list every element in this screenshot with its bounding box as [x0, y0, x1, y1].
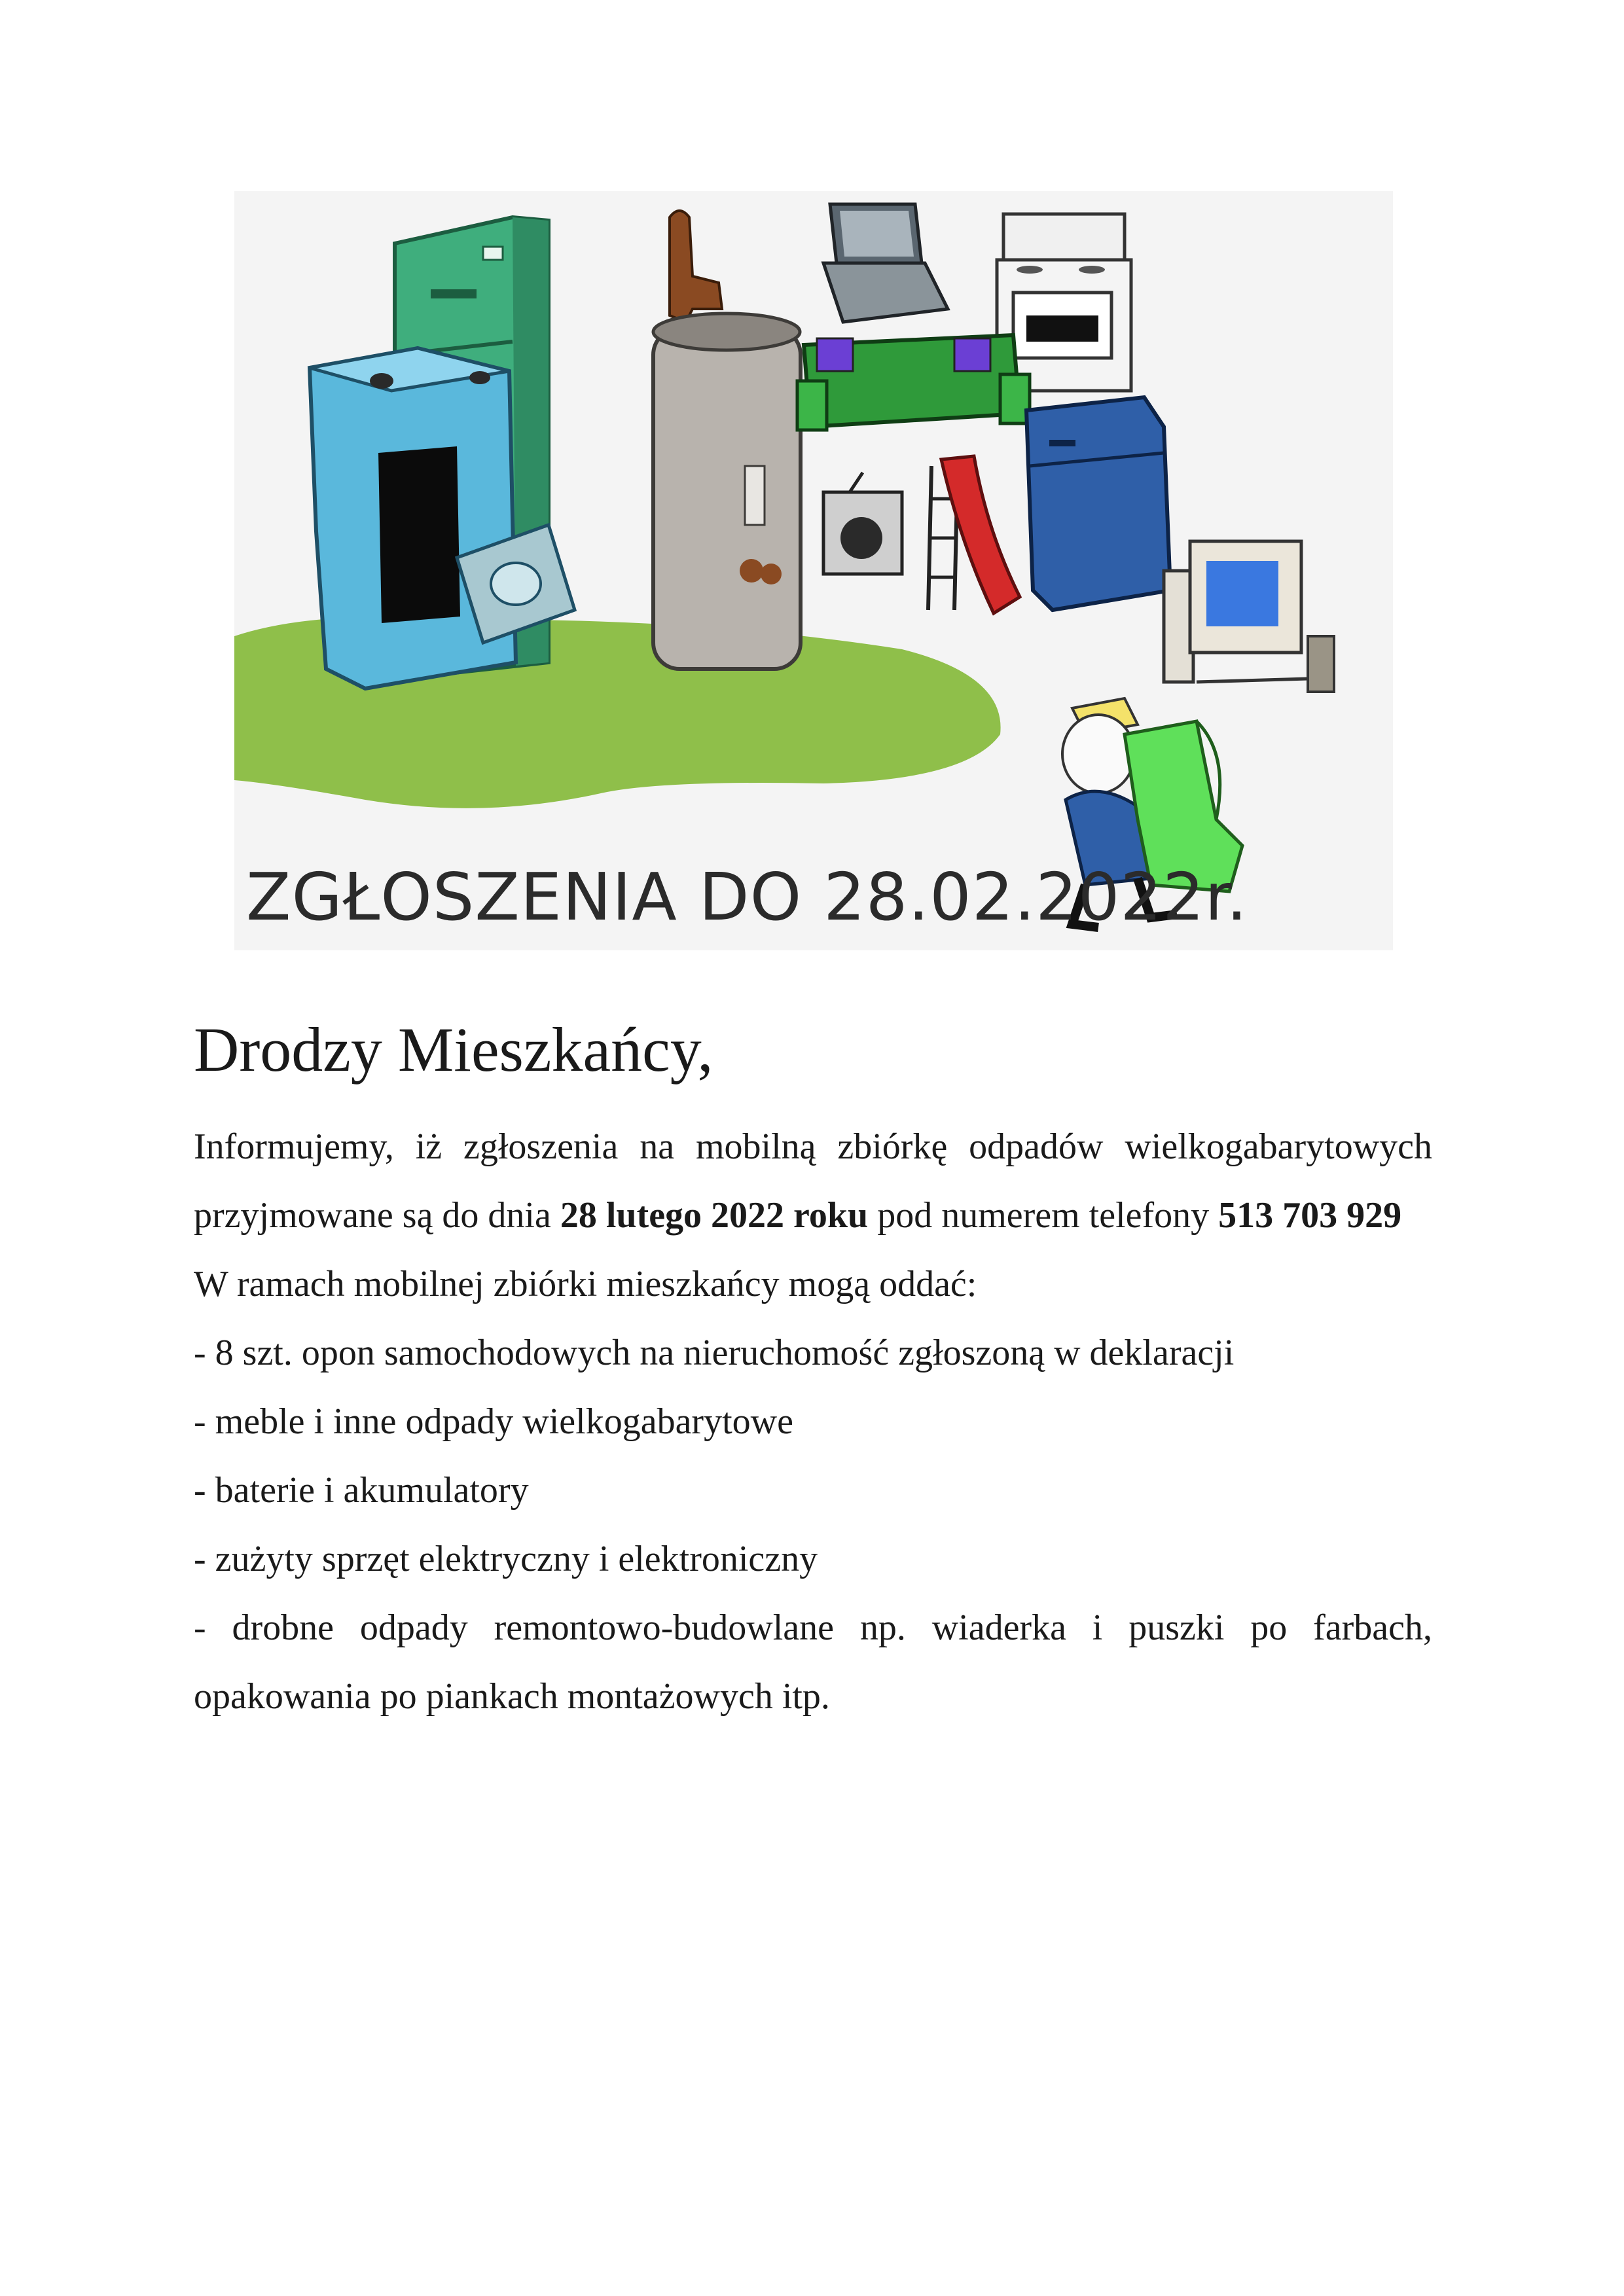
intro-line-2	[194, 1181, 1432, 1250]
list-item: - drobne odpady remontowo-budowlane np. wiaderka i puszki po farbach,	[194, 1607, 1432, 1648]
list-intro: W ramach mobilnej zbiórki mieszkańcy mogą oddać:	[194, 1264, 977, 1304]
greeting-heading: Drodzy Mieszkańcy,	[194, 1014, 713, 1085]
slide-image	[928, 456, 1020, 613]
blue-fridge-image	[1026, 397, 1170, 610]
list-item: - meble i inne odpady wielkogabarytowe	[194, 1401, 793, 1442]
list-item: - zużyty sprzęt elektryczny i elektroniczny	[194, 1539, 818, 1579]
deadline-date: 28 lutego 2022 roku	[560, 1195, 869, 1236]
radio-image	[823, 473, 902, 574]
intro-line-1: Informujemy, iż zgłoszenia na mobilną zbiórkę odpadów wielkogabarytowych	[194, 1126, 1432, 1167]
bulky-waste-banner	[234, 191, 1393, 950]
list-item-continuation: opakowania po piankach montażowych itp.	[194, 1676, 830, 1717]
phone-number: 513 703 929	[1218, 1195, 1402, 1236]
computer-image	[1164, 541, 1334, 692]
intro-text-before-deadline: przyjmowane są do dnia	[194, 1195, 551, 1236]
letter-body	[194, 1113, 1432, 1731]
intro-text-before-phone: pod numerem telefony	[877, 1195, 1210, 1236]
water-heater-image	[653, 211, 801, 669]
sofa-image	[797, 335, 1030, 430]
list-item: - baterie i akumulatory	[194, 1470, 529, 1511]
laptop-image	[823, 204, 948, 322]
bulky-waste-illustration	[234, 191, 1393, 950]
list-item: - 8 szt. opon samochodowych na nieruchomość zgłoszoną w deklaracji	[194, 1333, 1235, 1373]
banner-caption: ZGŁOSZENIA DO 28.02.2022r.	[246, 859, 1248, 935]
